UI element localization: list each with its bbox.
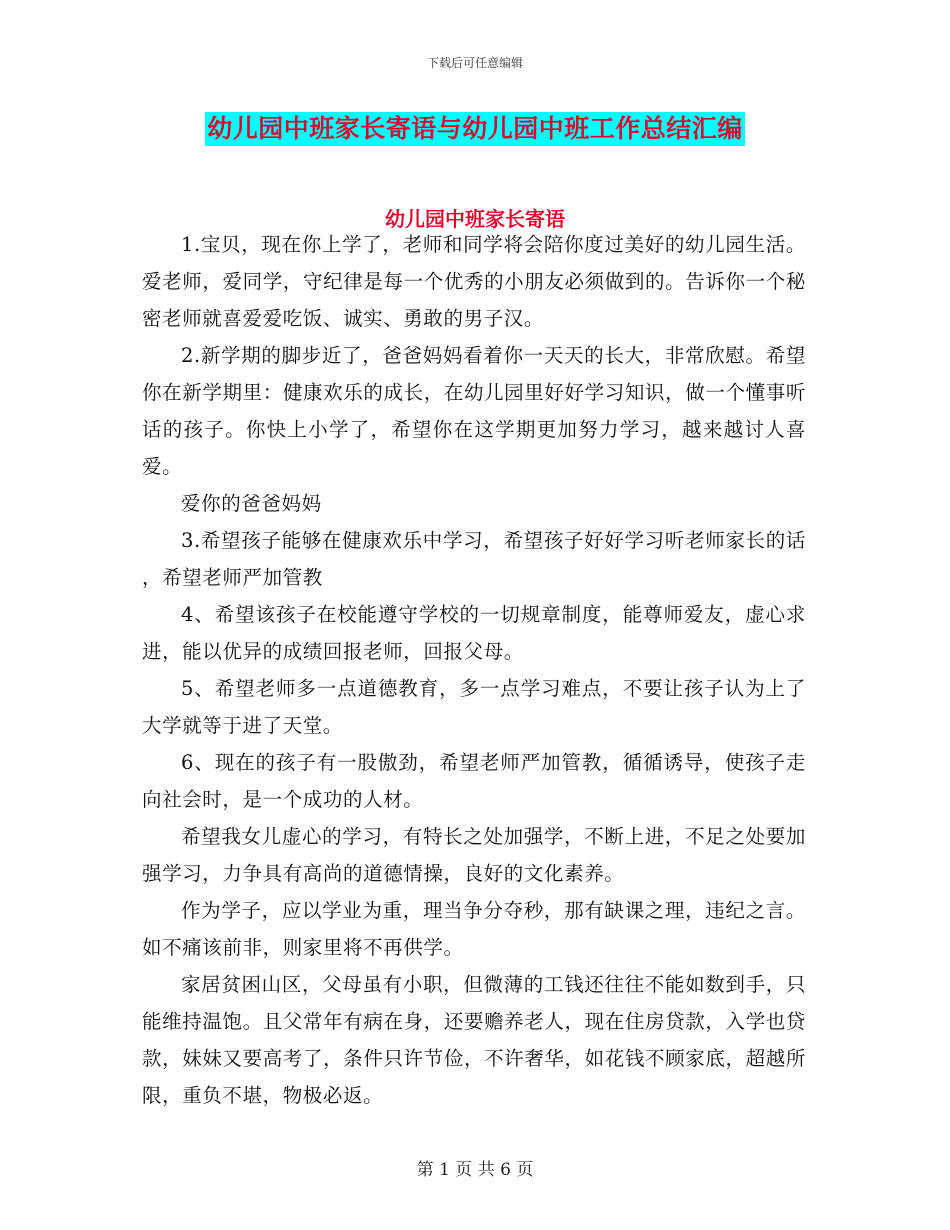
paragraph: 1.宝贝，现在你上学了，老师和同学将会陪你度过美好的幼儿园生活。爱老师，爱同学，守纪律是每一个优秀的小朋友必须做到的。告诉你一个秘密老师就喜爱爱吃饭、诚实、勇敢的男子汉。 — [142, 233, 806, 330]
paragraph: 4、希望该孩子在校能遵守学校的一切规章制度，能尊师爱友，虚心求进，能以优异的成绩回报老师，回报父母。 — [142, 603, 806, 663]
page-footer: 第 1 页 共 6 页 — [416, 1160, 534, 1180]
main-title: 幼儿园中班家长寄语与幼儿园中班工作总结汇编 — [205, 112, 745, 146]
paragraph: 6、现在的孩子有一股傲劲，希望老师严加管教，循循诱导，使孩子走向社会时，是一个成功的人材。 — [142, 751, 806, 811]
paragraph: 3.希望孩子能够在健康欢乐中学习，希望孩子好好学习听老师家长的话 ，希望老师严加管教 — [142, 529, 806, 589]
paragraph: 5、希望老师多一点道德教育，多一点学习难点，不要让孩子认为上了大学就等于进了天堂。 — [142, 677, 806, 737]
paragraph: 2.新学期的脚步近了，爸爸妈妈看着你一天天的长大，非常欣慰。希望你在新学期里：健康欢乐的成长，在幼儿园里好好学习知识，做一个懂事听话的孩子。你快上小学了，希望你在这学期更加努力学习，越来越讨人喜爱。 — [142, 344, 806, 478]
paragraph: 作为学子，应以学业为重，理当争分夺秒，那有缺课之理，违纪之言。如不痛该前非，则家里将不再供学。 — [142, 899, 806, 959]
paragraph: 爱你的爸爸妈妈 — [181, 492, 322, 515]
main-title-wrap — [0, 112, 950, 146]
paragraph: 希望我女儿虚心的学习，有特长之处加强学，不断上进，不足之处要加强学习，力争具有高尚的道德情操，良好的文化素养。 — [142, 825, 806, 885]
section-title: 幼儿园中班家长寄语 — [385, 207, 565, 231]
body-text — [142, 226, 806, 1114]
header-note: 下载后可任意编辑 — [426, 56, 523, 70]
paragraph: 家居贫困山区，父母虽有小职，但微薄的工钱还往往不能如数到手，只能维持温饱。且父常年有病在身，还要赡养老人，现在住房贷款，入学也贷款，妹妹又要高考了，条件只许节俭，不许奢华，如花钱不顾家底，超越所限，重负不堪，物极必返。 — [142, 973, 806, 1107]
